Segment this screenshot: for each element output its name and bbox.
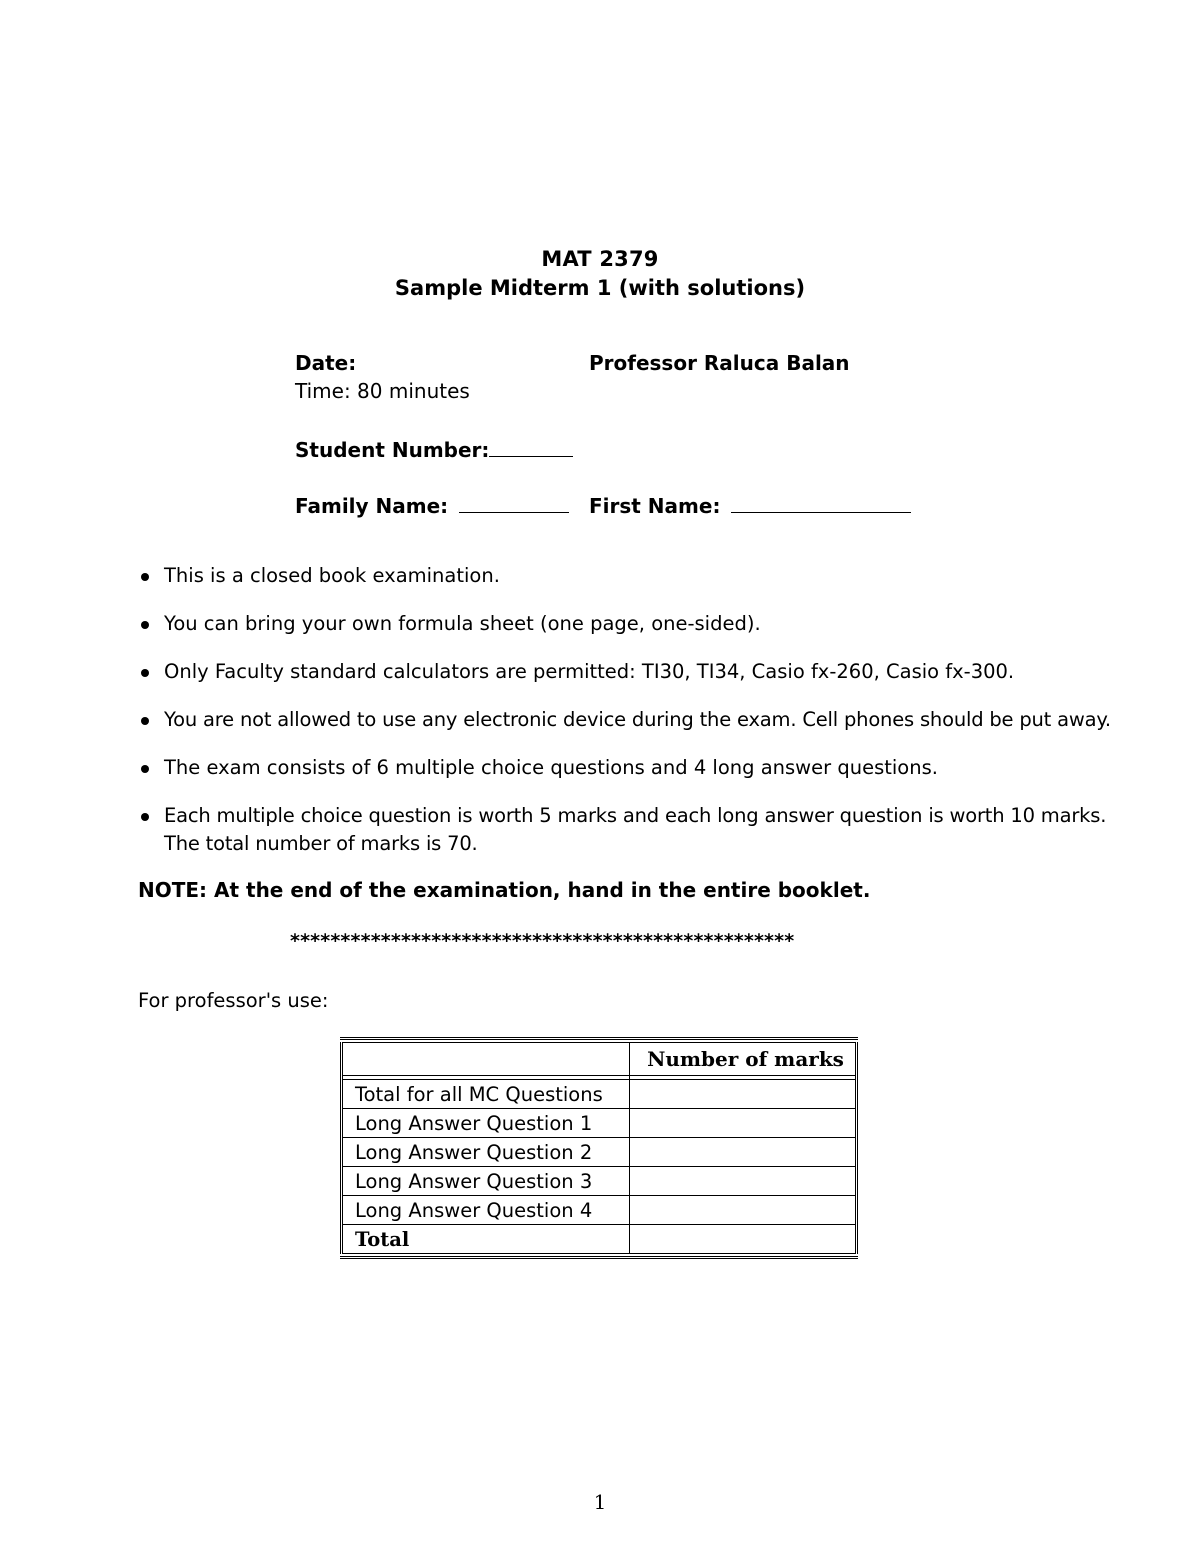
marks-cell [630,1080,857,1109]
family-name-label: Family Name: [295,494,449,518]
table-cell [342,1043,630,1076]
exam-duration: Time: 80 minutes [295,379,470,403]
list-item: You can bring your own formula sheet (one page, one-sided). [137,610,1117,638]
bullet-icon [141,621,149,629]
date-label: Date: [295,351,357,375]
table-total-row [342,1225,857,1254]
marks-cell [630,1167,857,1196]
list-item: You are not allowed to use any electronic device during the exam. Cell phones should be put away. [137,706,1117,734]
row-label: Long Answer Question 1 [342,1109,630,1138]
marks-cell [630,1138,857,1167]
list-item: Each multiple choice question is worth 5 marks and each long answer question is worth 10 marks. The total number of marks is 70. [137,802,1117,858]
student-number-field [295,438,573,462]
page-number: 1 [593,1490,607,1514]
exam-rules-list [137,562,1117,878]
row-label: Long Answer Question 4 [342,1196,630,1225]
marks-table-frame [340,1037,858,1259]
bullet-icon [141,717,149,725]
list-item: This is a closed book examination. [137,562,1117,590]
table-row [342,1167,857,1196]
row-label: Total for all MC Questions [342,1080,630,1109]
table-row [342,1138,857,1167]
row-label: Long Answer Question 3 [342,1167,630,1196]
professor-name: Professor Raluca Balan [589,351,850,375]
row-label: Long Answer Question 2 [342,1138,630,1167]
marks-cell [630,1196,857,1225]
table-row [342,1196,857,1225]
marks-column-header: Number of marks [630,1043,857,1076]
table-row [342,1109,857,1138]
list-item: The exam consists of 6 multiple choice questions and 4 long answer questions. [137,754,1117,782]
separator-stars: ************************************************** [290,930,795,952]
bullet-icon [141,765,149,773]
list-item: Only Faculty standard calculators are permitted: TI30, TI34, Casio fx-260, Casio fx-300. [137,658,1117,686]
total-marks-cell [630,1225,857,1254]
bullet-icon [141,573,149,581]
student-number-label: Student Number: [295,438,490,462]
submission-note: NOTE: At the end of the examination, hand in the entire booklet. [138,878,871,902]
family-name-field [295,494,569,518]
bullet-icon [141,813,149,821]
table-header-row [342,1043,857,1076]
page-title: Sample Midterm 1 (with solutions) [394,276,806,300]
first-name-label: First Name: [589,494,721,518]
family-name-blank [459,494,569,513]
marks-cell [630,1109,857,1138]
marks-table [340,1042,858,1254]
student-number-blank [489,438,573,457]
professor-use-label: For professor's use: [138,989,329,1012]
total-label: Total [342,1225,630,1254]
course-code: MAT 2379 [541,247,659,271]
table-row [342,1080,857,1109]
first-name-field [589,494,911,518]
first-name-blank [731,494,911,513]
bullet-icon [141,669,149,677]
